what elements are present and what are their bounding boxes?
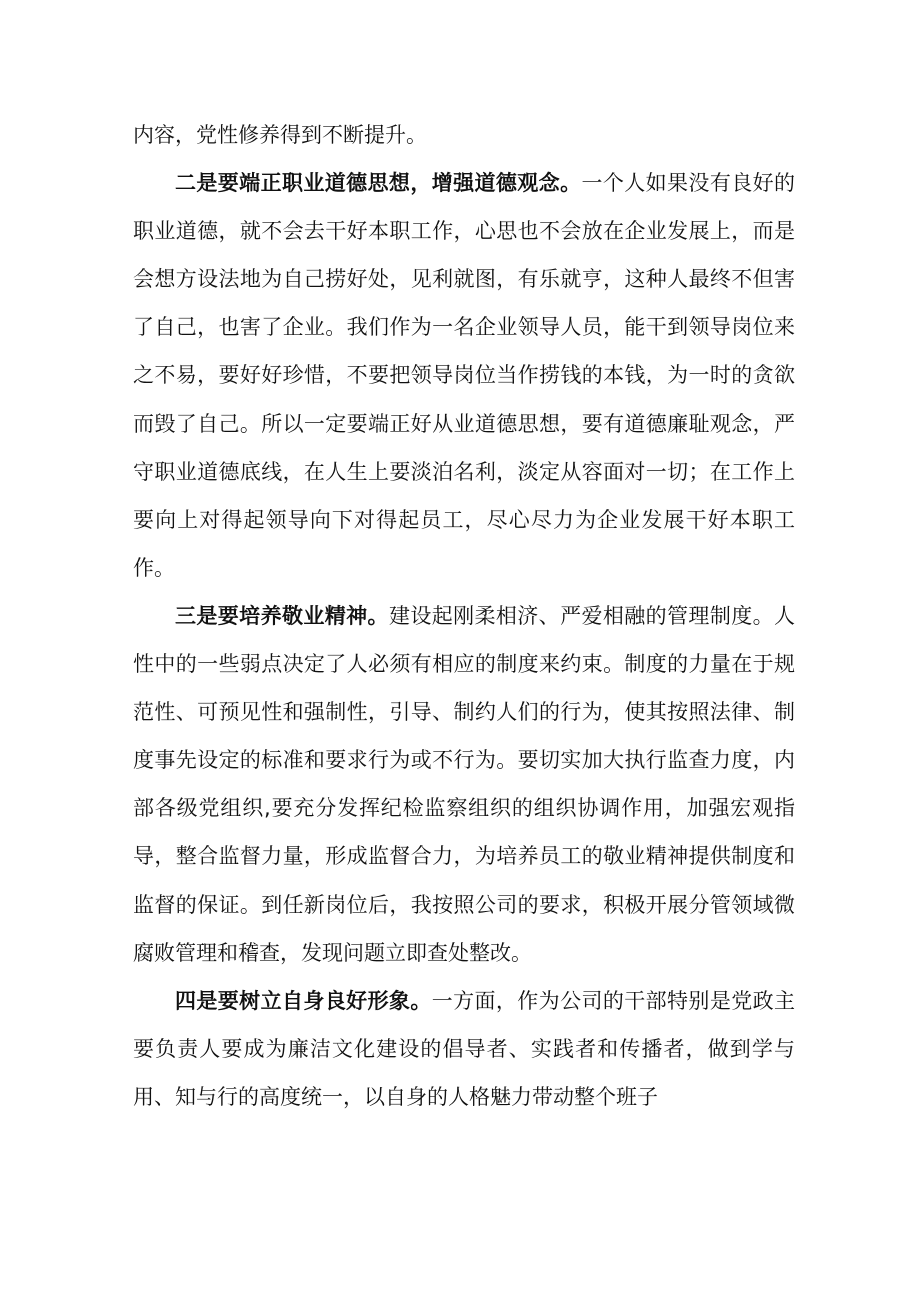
- paragraph-lead: 三是要培养敬业精神。: [175, 603, 389, 628]
- paragraph-body: 建设起刚柔相济、严爱相融的管理制度。人性中的一些弱点决定了人必须有相应的制度来约束。制度的力量在于规范性、可预见性和强制性，引导、制约人们的行为，使其按照法律、制度事先设定的标准和要求行为或不行为。要切实加大执行监查力度，内部各级党组织,要充分发挥纪检监察组织的组织协调作用，加强宏观指导，整合监督力量，形成监督合力，为培养员工的敬业精神提供制度和监督的保证。到任新岗位后，我按照公司的要求，积极开展分管领域微腐败管理和稽查，发现问题立即查处整改。: [133, 603, 796, 965]
- paragraph-self-image: [133, 977, 795, 1121]
- paragraph-lead: 四是要树立自身良好形象。: [175, 988, 432, 1013]
- paragraph-dedication: [133, 592, 795, 977]
- document-page: [133, 111, 795, 1121]
- paragraph-continuation: [133, 111, 795, 159]
- paragraph-body: 一方面，作为公司的干部特别是党政主要负责人要成为廉洁文化建设的倡导者、实践者和传播者，做到学与用、知与行的高度统一，以自身的人格魅力带动整个班子: [133, 988, 796, 1109]
- paragraph-lead: 二是要端正职业道德思想，增强道德观念。: [175, 171, 582, 196]
- paragraph-body: 一个人如果没有良好的职业道德，就不会去干好本职工作，心思也不会放在企业发展上，而是会想方设法地为自己捞好处，见利就图，有乐就亨，这种人最终不但害了自己，也害了企业。我们作为一名企业领导人员，能干到领导岗位来之不易，要好好珍惜，不要把领导岗位当作捞钱的本钱，为一时的贪欲而毁了自己。所以一定要端正好从业道德思想，要有道德廉耻观念，严守职业道德底线，在人生上要淡泊名利，淡定从容面对一切；在工作上要向上对得起领导向下对得起员工，尽心尽力为企业发展干好本职工作。: [133, 171, 796, 580]
- paragraph-professional-ethics: [133, 159, 795, 592]
- paragraph-body: 内容，党性修养得到不断提升。: [133, 123, 427, 147]
